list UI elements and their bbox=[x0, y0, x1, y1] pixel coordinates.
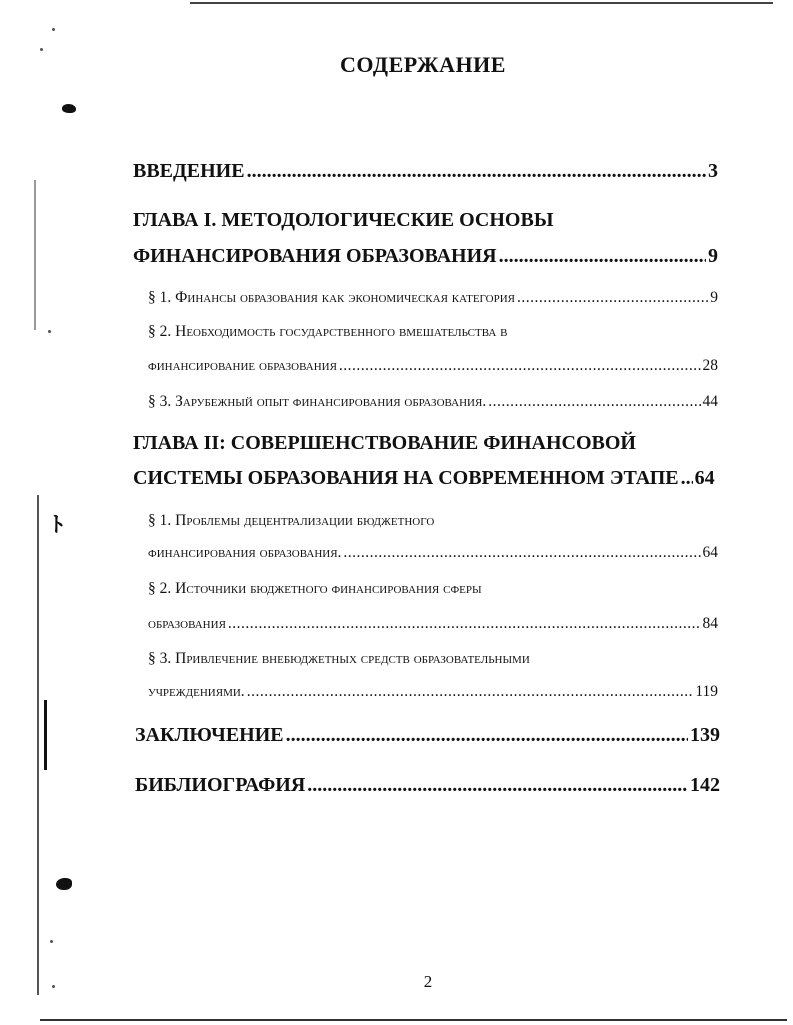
toc-entry-page: 142 bbox=[690, 774, 720, 796]
toc-entry-page: 84 bbox=[702, 615, 718, 632]
speck bbox=[48, 330, 51, 333]
toc-entry-page: 64 bbox=[694, 467, 715, 489]
toc-entry-page: 139 bbox=[690, 724, 720, 746]
toc-entry-label: БИБЛИОГРАФИЯ bbox=[135, 774, 306, 796]
ink-blot bbox=[62, 104, 76, 113]
toc-entry-conclusion[interactable] bbox=[135, 724, 720, 747]
leader-dots bbox=[307, 774, 688, 797]
leader-dots bbox=[517, 289, 708, 307]
toc-entry-label: ВВЕДЕНИЕ bbox=[133, 160, 245, 182]
scan-edge-left bbox=[44, 700, 47, 770]
toc-entry-label: образования bbox=[148, 615, 226, 632]
leader-dots bbox=[247, 160, 706, 183]
ink-mark: ﾄ bbox=[52, 512, 64, 537]
leader-dots bbox=[247, 683, 694, 701]
leader-dots bbox=[681, 467, 693, 490]
toc-entry-bibliography[interactable] bbox=[135, 774, 720, 797]
page-number: 2 bbox=[423, 972, 433, 991]
toc-entry-section-2-1-line1[interactable]: § 1. Проблемы децентрализации бюджетного bbox=[148, 512, 435, 529]
toc-entry-label: СИСТЕМЫ ОБРАЗОВАНИЯ НА СОВРЕМЕННОМ ЭТАПЕ bbox=[133, 467, 679, 489]
toc-entry-section-2-2-line1[interactable]: § 2. Источники бюджетного финансирования сферы bbox=[148, 580, 482, 597]
scan-edge-bottom bbox=[40, 1019, 787, 1021]
toc-entry-section-1-1[interactable] bbox=[148, 289, 718, 307]
toc-entry-section-1-2[interactable] bbox=[148, 357, 718, 375]
toc-entry-label: учреждениями. bbox=[148, 683, 245, 700]
toc-entry-section-2-2[interactable] bbox=[148, 615, 718, 633]
toc-entry-page: 3 bbox=[708, 160, 718, 182]
toc-entry-page: 28 bbox=[702, 357, 718, 374]
toc-entry-label: ЗАКЛЮЧЕНИЕ bbox=[135, 724, 284, 746]
speck bbox=[52, 28, 55, 31]
toc-entry-label: § 1. Финансы образования как экономическая категория bbox=[148, 289, 515, 306]
toc-entry-page: 9 bbox=[708, 245, 718, 267]
toc-entry-label: финансирование образования bbox=[148, 357, 337, 374]
leader-dots bbox=[499, 245, 706, 268]
leader-dots bbox=[286, 724, 688, 747]
scan-edge-top bbox=[190, 2, 773, 4]
leader-dots bbox=[228, 615, 701, 633]
toc-entry-chapter2[interactable] bbox=[133, 467, 718, 490]
page-title: СОДЕРЖАНИЕ bbox=[340, 52, 506, 77]
toc-entry-page: 64 bbox=[702, 544, 718, 561]
toc-entry-label: ФИНАНСИРОВАНИЯ ОБРАЗОВАНИЯ bbox=[133, 245, 497, 267]
toc-entry-label: финансирования образования. bbox=[148, 544, 342, 561]
toc-entry-page: 9 bbox=[710, 289, 718, 306]
toc-entry-page: 119 bbox=[695, 683, 718, 700]
toc-entry-section-2-3[interactable] bbox=[148, 683, 718, 701]
toc-entry-section-2-1[interactable] bbox=[148, 544, 718, 562]
speck bbox=[50, 940, 53, 943]
toc-entry-section-1-3[interactable] bbox=[148, 393, 718, 411]
toc-entry-section-1-2-line1[interactable]: § 2. Необходимость государственного вмешательства в bbox=[148, 323, 508, 340]
toc-chapter1-title[interactable]: ГЛАВА I. МЕТОДОЛОГИЧЕСКИЕ ОСНОВЫ bbox=[133, 209, 554, 231]
leader-dots bbox=[343, 544, 700, 562]
toc-chapter2-title[interactable]: ГЛАВА II: СОВЕРШЕНСТВОВАНИЕ ФИНАНСОВОЙ bbox=[133, 432, 636, 454]
toc-entry-section-2-3-line1[interactable]: § 3. Привлечение внебюджетных средств образовательными bbox=[148, 650, 530, 667]
toc-entry-chapter1[interactable] bbox=[133, 245, 718, 268]
leader-dots bbox=[339, 357, 701, 375]
toc-entry-label: § 3. Зарубежный опыт финансирования образования. bbox=[148, 393, 487, 410]
speck bbox=[40, 48, 43, 51]
ink-blot bbox=[56, 878, 72, 890]
toc-entry-introduction[interactable] bbox=[133, 160, 718, 183]
leader-dots bbox=[488, 393, 700, 411]
scan-edge-left bbox=[34, 180, 36, 330]
toc-entry-page: 44 bbox=[702, 393, 718, 410]
scan-edge-left bbox=[37, 495, 39, 995]
